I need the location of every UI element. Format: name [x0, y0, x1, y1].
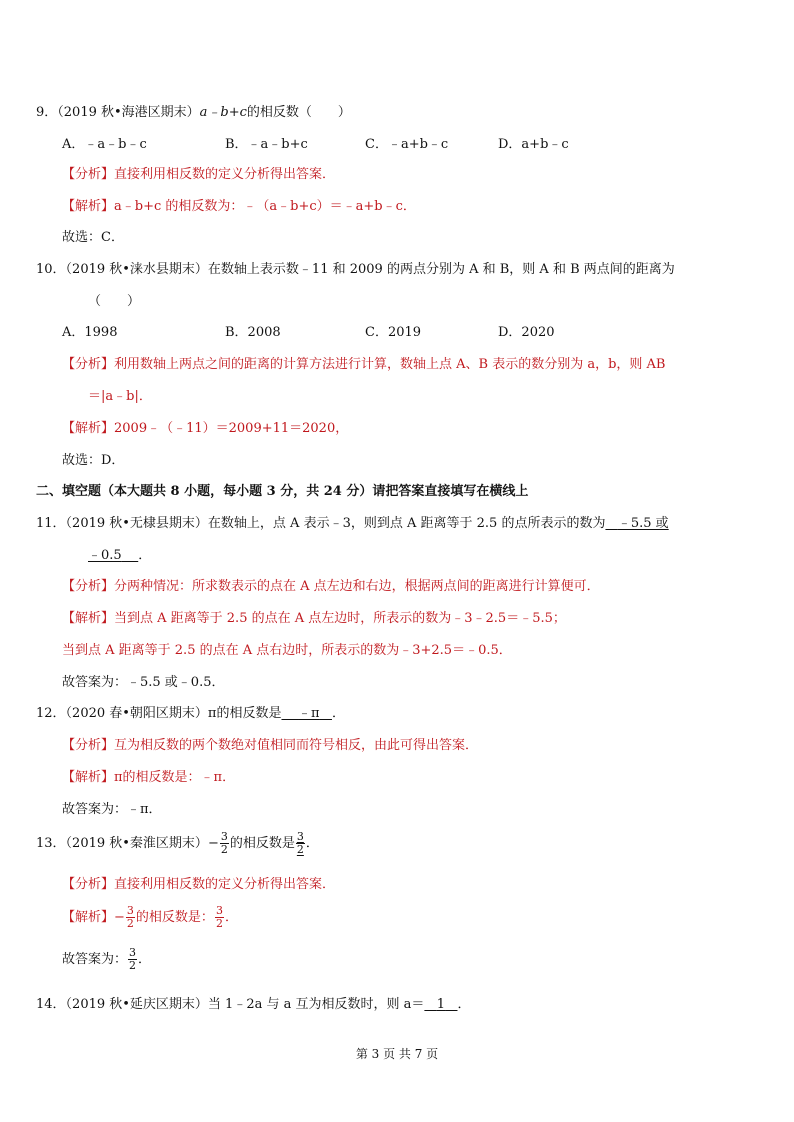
q13-stem: 13．（2019 秋•秦淮区期末）− $\frac{3}{2}$ 的相反数是 $\frac{3}{2}$ ． — [36, 830, 319, 856]
q12-answer: 故答案为：﹣π． — [62, 802, 162, 817]
q9-solution: 【解析】a﹣b+c 的相反数为：﹣（a﹣b+c）＝﹣a+b﹣c． — [62, 199, 416, 214]
q10-analysis-cont: ＝|a﹣b|． — [88, 389, 152, 404]
q13-analysis: 【分析】直接利用相反数的定义分析得出答案． — [62, 877, 336, 892]
q11-answer: 故答案为：﹣5.5 或﹣0.5． — [62, 675, 225, 690]
q10-option-a: A．1998 — [62, 325, 118, 340]
q11-stem: 11．（2019 秋•无棣县期末）在数轴上，点 A 表示﹣3，则到点 A 距离等于 2.5 的点所表示的数为 ﹣5.5 或 — [36, 516, 669, 531]
q13-solution: 【解析】− $\frac{3}{2}$ 的相反数是： $\frac{3}{2}$ ． — [62, 904, 238, 930]
q14-blank: 1 — [436, 997, 446, 1012]
q10-stem: 10．（2019 秋•涞水县期末）在数轴上表示数﹣11 和 2009 的两点分别为 A 和 B，则 A 和 B 两点间的距离为 — [36, 262, 675, 277]
q10-answer: 故选：D． — [62, 453, 125, 468]
q10-analysis: 【分析】利用数轴上两点之间的距离的计算方法进行计算，数轴上点 A、B 表示的数分别为 a，b，则 AB — [62, 357, 666, 372]
q11-solution-cont: 当到点 A 距离等于 2.5 的点在 A 点右边时，所表示的数为﹣3+2.5＝﹣0.5． — [62, 643, 512, 658]
q9-option-c: C．﹣a+b﹣c — [365, 137, 449, 152]
q10-stem-bracket: （ ） — [88, 294, 141, 309]
q14-stem: 14．（2019 秋•延庆区期末）当 1﹣2a 与 a 互为相反数时，则 a＝ 1 ． — [36, 997, 471, 1012]
q11-blank-1: ﹣5.5 或 — [617, 516, 669, 531]
q10-option-b: B．2008 — [225, 325, 281, 340]
q11-analysis: 【分析】分两种情况：所求数表示的点在 A 点左边和右边，根据两点间的距离进行计算便可． — [62, 579, 600, 594]
q12-blank: ﹣π — [298, 706, 320, 721]
q9-analysis: 【分析】直接利用相反数的定义分析得出答案． — [62, 167, 336, 182]
q9-option-b: B．﹣a﹣b+c — [225, 137, 308, 152]
q13-fraction: $\frac{3}{2}$ — [220, 830, 228, 856]
q13-blank: $\frac{3}{2}$ — [296, 830, 304, 856]
q12-analysis: 【分析】互为相反数的两个数绝对值相同而符号相反，由此可得出答案． — [62, 738, 479, 753]
page-footer: 第 3 页 共 7 页 — [355, 1047, 439, 1061]
q10-option-c: C．2019 — [365, 325, 422, 340]
q13-answer: 故答案为： $\frac{3}{2}$ ． — [62, 946, 152, 972]
q9-option-a: A．﹣a﹣b﹣c — [62, 137, 147, 152]
q10-solution: 【解析】2009﹣（﹣11）＝2009+11＝2020， — [62, 421, 349, 436]
q9-answer: 故选：C． — [62, 230, 124, 245]
section-heading: 二、填空题（本大题共 8 小题，每小题 3 分，共 24 分）请把答案直接填写在横线上 — [36, 484, 529, 499]
q11-blank-2: ﹣0.5 — [88, 548, 122, 563]
q11-solution: 【解析】当到点 A 距离等于 2.5 的点在 A 点左边时，所表示的数为﹣3﹣2.5＝﹣5.5； — [62, 611, 566, 626]
q12-stem: 12．（2020 春•朝阳区期末）π的相反数是 ﹣π ． — [36, 706, 345, 721]
q9-stem: 9．（2019 秋•海港区期末）a﹣b+c的相反数（ ） — [36, 105, 351, 120]
q10-option-d: D．2020 — [498, 325, 555, 340]
q12-solution: 【解析】π的相反数是：﹣π． — [62, 770, 236, 785]
q11-stem-cont: ﹣0.5 ． — [88, 548, 152, 563]
q9-option-d: D．a+b﹣c — [498, 137, 569, 152]
